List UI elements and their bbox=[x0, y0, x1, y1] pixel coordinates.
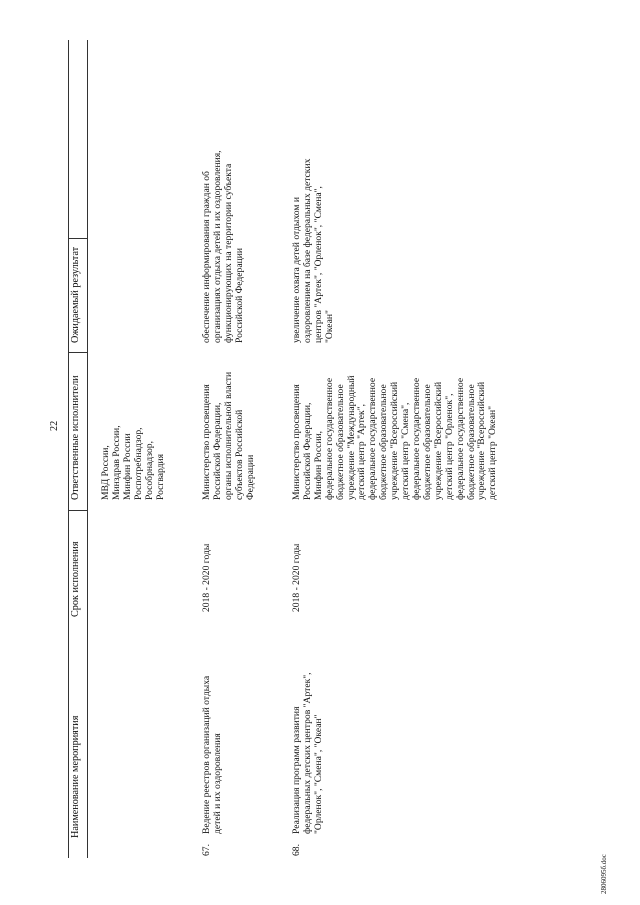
row-67-term: 2018 - 2020 годы bbox=[201, 543, 212, 612]
page-number: 22 bbox=[49, 420, 60, 431]
row-68-number: 68. bbox=[291, 844, 302, 856]
column-divider-1 bbox=[68, 510, 88, 511]
footer-filename: 2806095б.doc bbox=[600, 854, 608, 894]
row-68-executors: Министерство просвещения Российской Федерации, Минфин России, федеральное государственное бюджетное образовательное учреждение "Международный детский центр "Артек", федеральное государственное бюджетное образовательное учреждение "Всероссийский детский центр "Смена", федеральное государственное бюджетное образовательное учреждение "Всероссийский детский центр "Орленок", федеральное государственное бюджетное образовательное учреждение "Всероссийский детский центр "Океан" bbox=[291, 375, 499, 500]
row-68-result: увеличение охвата детей отдыхом и оздоровлением на базе федеральных детских центров "Артек", "Орленок", "Смена", "Океан" bbox=[291, 158, 335, 343]
row-67-result: обеспечение информирования граждан об организациях отдыха детей и их оздоровления, функционирующих на территории субъекта Российской Федерации bbox=[201, 150, 245, 343]
column-divider-3 bbox=[68, 238, 88, 239]
row-67-name: Ведение реестров организаций отдыха детей и их оздоровления bbox=[201, 675, 223, 834]
row-68-name: Реализация программ развития федеральных детских центров "Артек", "Орленок", "Смена", "Океан" bbox=[291, 672, 324, 834]
row-67-executors: Министерство просвещения Российской Федерации, органы исполнительной власти субъектов Российской Федерации bbox=[201, 371, 256, 500]
header-term: Срок исполнения bbox=[70, 541, 81, 617]
row-continuation-executors: МВД России, Минздрав России, Минфин России Роспотребнадзор, Рособрнадзор, Росгвардия bbox=[100, 425, 166, 500]
header-executors: Ответственные исполнители bbox=[70, 375, 81, 500]
column-divider-2 bbox=[68, 352, 88, 353]
header-name: Наименование мероприятия bbox=[70, 715, 81, 838]
header-result: Ожидаемый результат bbox=[70, 246, 81, 343]
header-bottom-border bbox=[87, 40, 88, 858]
table-top-border bbox=[68, 40, 69, 858]
row-68-term: 2018 - 2020 годы bbox=[291, 543, 302, 612]
row-67-number: 67. bbox=[201, 844, 212, 856]
